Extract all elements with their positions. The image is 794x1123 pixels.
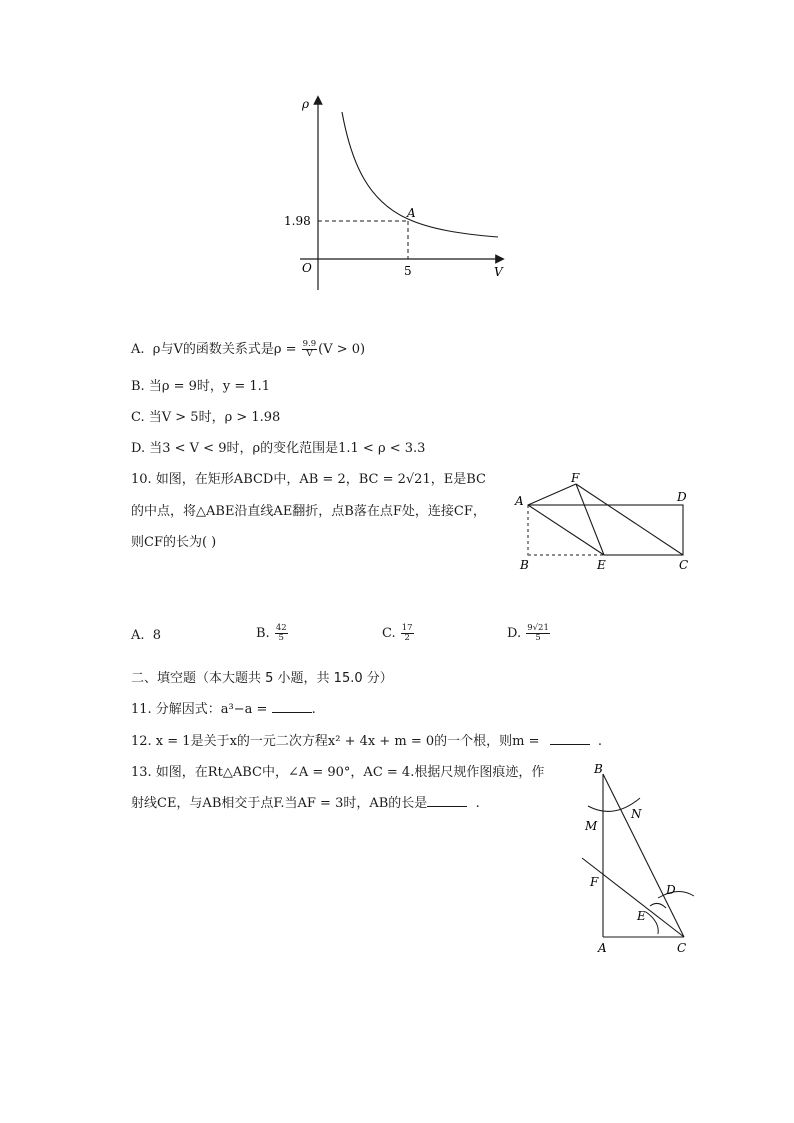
option-fraction — [275, 624, 288, 643]
label-b: B — [594, 762, 603, 776]
q9-option-a-tail: (V > 0) — [318, 342, 366, 357]
label-n: N — [631, 807, 642, 821]
segment-af — [528, 484, 576, 505]
option-fraction — [401, 624, 414, 643]
option-label: B. — [256, 626, 270, 641]
fraction-denominator: V — [306, 349, 313, 359]
q9-option-b: B. 当ρ = 9时，y = 1.1 — [131, 379, 271, 394]
q13-end: . — [475, 796, 480, 811]
label-e: E — [637, 909, 646, 923]
label-f: F — [590, 875, 599, 889]
label-a: A — [598, 941, 607, 955]
q9-option-a-label: A. — [131, 342, 145, 357]
label-f: F — [571, 471, 580, 485]
inverse-function-graph — [280, 92, 510, 292]
segment-fe — [576, 484, 604, 555]
arc-d-cross — [650, 903, 666, 908]
q10-rectangle-figure — [512, 470, 698, 576]
q10-option-a — [131, 628, 161, 643]
label-d: D — [677, 490, 687, 504]
label-e: E — [597, 558, 606, 572]
ray-ce — [582, 858, 684, 937]
q13-answer-blank[interactable] — [427, 794, 467, 807]
q9-option-d: D. 当3 < V < 9时，ρ的变化范围是1.1 < ρ < 3.3 — [131, 441, 426, 456]
q9-option-a-text: ρ与V的函数关系式是ρ = — [152, 342, 297, 357]
fraction-denominator: 5 — [535, 633, 541, 643]
rectangle-abcd — [528, 505, 683, 555]
x-tick-label: 5 — [404, 264, 412, 278]
q11-end: . — [311, 702, 316, 717]
q11-text: 11. 分解因式：a³−a = — [131, 702, 268, 717]
q9-option-a — [131, 338, 365, 359]
section-heading-fill-in: 二、填空题（本大题共 5 小题，共 15.0 分） — [131, 671, 393, 686]
point-a-label: A — [407, 206, 416, 220]
q11 — [131, 698, 316, 717]
arc-d — [658, 891, 694, 898]
y-tick-label: 1.98 — [284, 214, 311, 228]
label-c: C — [677, 941, 687, 955]
label-c: C — [679, 558, 689, 572]
fraction-numerator: 17 — [401, 623, 413, 633]
q12-answer-blank[interactable] — [550, 732, 590, 745]
option-fraction — [526, 624, 550, 643]
q10-option-c — [382, 624, 415, 643]
q13-line-2 — [131, 792, 480, 811]
q10-option-d — [507, 624, 551, 643]
option-label: C. — [382, 626, 396, 641]
x-axis-label: V — [494, 265, 503, 279]
label-a: A — [515, 494, 524, 508]
label-b: B — [520, 558, 529, 572]
q11-answer-blank[interactable] — [272, 700, 312, 713]
segment-ae — [528, 505, 604, 555]
q10-line-3: 则CF的长为( ) — [131, 535, 217, 550]
q12-text: 12. x = 1是关于x的一元二次方程x² + 4x + m = 0的一个根，则m = — [131, 734, 540, 749]
option-value: 8 — [152, 628, 162, 643]
hyperbola-curve — [342, 112, 498, 237]
q9-option-a-fraction — [302, 340, 318, 359]
fraction-numerator: 42 — [275, 623, 287, 633]
fraction-denominator: 5 — [278, 633, 284, 643]
label-m: M — [585, 819, 598, 833]
fraction-numerator: 9√21 — [527, 623, 549, 633]
q9-option-c: C. 当V > 5时，ρ > 1.98 — [131, 410, 281, 425]
q13-line-1: 13. 如图，在Rt△ABC中，∠A = 90°，AC = 4.根据尺规作图痕迹，作 — [131, 765, 545, 780]
q10-line-2: 的中点，将△ABE沿直线AE翻折，点B落在点F处，连接CF， — [131, 504, 486, 519]
label-d: D — [666, 883, 676, 897]
q10-option-b — [256, 624, 289, 643]
q12-end: . — [597, 734, 603, 749]
q13-text: 射线CE，与AB相交于点F.当AF = 3时，AB的长是 — [131, 796, 428, 811]
fraction-numerator: 9.9 — [302, 339, 317, 349]
origin-label: O — [302, 261, 312, 275]
option-label: A. — [131, 628, 145, 643]
segment-fc — [576, 484, 683, 555]
q10-line-1: 10. 如图，在矩形ABCD中，AB = 2，BC = 2√21，E是BC — [131, 472, 486, 487]
q13-triangle-figure — [574, 758, 704, 958]
option-label: D. — [507, 626, 522, 641]
q12 — [131, 730, 602, 749]
fraction-denominator: 2 — [404, 633, 410, 643]
y-axis-label: ρ — [302, 97, 310, 111]
